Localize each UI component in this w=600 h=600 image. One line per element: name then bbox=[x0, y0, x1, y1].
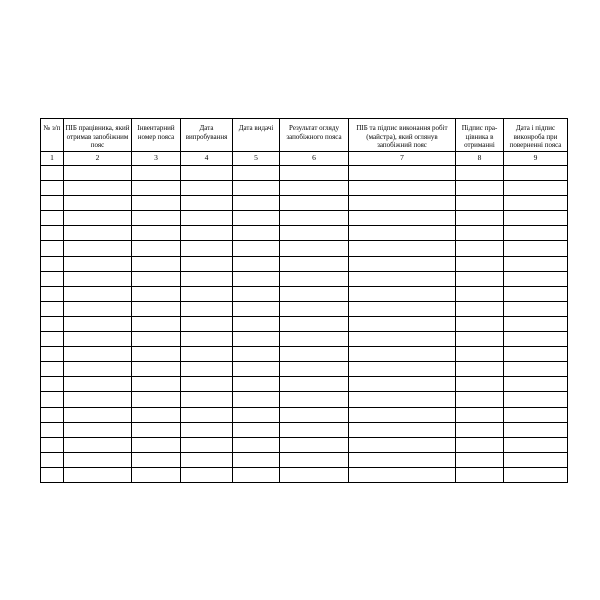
table-cell bbox=[456, 166, 504, 181]
table-cell bbox=[233, 377, 280, 392]
table-row bbox=[41, 271, 568, 286]
table-row bbox=[41, 347, 568, 362]
table-cell bbox=[280, 316, 349, 331]
table-cell bbox=[181, 377, 233, 392]
table-cell bbox=[181, 286, 233, 301]
table-cell bbox=[349, 196, 456, 211]
table-cell bbox=[280, 181, 349, 196]
table-cell bbox=[64, 362, 132, 377]
table-cell bbox=[456, 467, 504, 482]
table-cell bbox=[41, 226, 64, 241]
table-cell bbox=[64, 437, 132, 452]
table-row bbox=[41, 256, 568, 271]
table-row bbox=[41, 392, 568, 407]
table-row bbox=[41, 181, 568, 196]
table-row bbox=[41, 332, 568, 347]
table-cell bbox=[64, 271, 132, 286]
column-number: 6 bbox=[280, 152, 349, 166]
table-cell bbox=[504, 301, 568, 316]
table-cell bbox=[64, 301, 132, 316]
table-cell bbox=[132, 407, 181, 422]
table-cell bbox=[41, 362, 64, 377]
table-cell bbox=[504, 256, 568, 271]
table-cell bbox=[349, 347, 456, 362]
table-cell bbox=[181, 271, 233, 286]
table-cell bbox=[41, 301, 64, 316]
table-cell bbox=[280, 241, 349, 256]
table-cell bbox=[349, 392, 456, 407]
table-row bbox=[41, 437, 568, 452]
table-cell bbox=[181, 467, 233, 482]
table-cell bbox=[233, 271, 280, 286]
table-cell bbox=[64, 467, 132, 482]
column-number-row bbox=[41, 152, 568, 166]
table-cell bbox=[280, 211, 349, 226]
table-cell bbox=[181, 407, 233, 422]
table-cell bbox=[504, 452, 568, 467]
column-number: 2 bbox=[64, 152, 132, 166]
table-cell bbox=[132, 286, 181, 301]
table-cell bbox=[504, 377, 568, 392]
table-cell bbox=[280, 362, 349, 377]
table-cell bbox=[41, 271, 64, 286]
table-cell bbox=[504, 271, 568, 286]
table-cell bbox=[64, 422, 132, 437]
table-cell bbox=[504, 347, 568, 362]
table-cell bbox=[504, 467, 568, 482]
table-cell bbox=[233, 362, 280, 377]
table-cell bbox=[233, 196, 280, 211]
table-cell bbox=[41, 316, 64, 331]
table-row bbox=[41, 316, 568, 331]
table-cell bbox=[349, 377, 456, 392]
table-cell bbox=[456, 332, 504, 347]
table-cell bbox=[233, 332, 280, 347]
table-cell bbox=[132, 316, 181, 331]
table-cell bbox=[41, 422, 64, 437]
table-cell bbox=[456, 347, 504, 362]
table-cell bbox=[64, 211, 132, 226]
table-row bbox=[41, 166, 568, 181]
table-cell bbox=[64, 452, 132, 467]
table-cell bbox=[349, 332, 456, 347]
column-header: ПІБ та підпис виконання робіт (майстра), який оглянув запобіжний пояс bbox=[349, 119, 456, 152]
table-cell bbox=[132, 241, 181, 256]
table-cell bbox=[280, 422, 349, 437]
table-cell bbox=[64, 347, 132, 362]
table-cell bbox=[41, 467, 64, 482]
table-cell bbox=[181, 332, 233, 347]
table-cell bbox=[280, 467, 349, 482]
table-cell bbox=[349, 241, 456, 256]
table-cell bbox=[181, 211, 233, 226]
table-cell bbox=[64, 332, 132, 347]
table-cell bbox=[349, 256, 456, 271]
table-cell bbox=[132, 467, 181, 482]
column-header: Інвентарний номер пояса bbox=[132, 119, 181, 152]
table-cell bbox=[456, 181, 504, 196]
table-cell bbox=[64, 241, 132, 256]
table-cell bbox=[456, 196, 504, 211]
table-row bbox=[41, 452, 568, 467]
table-cell bbox=[456, 452, 504, 467]
table-cell bbox=[181, 362, 233, 377]
table-cell bbox=[64, 256, 132, 271]
table-cell bbox=[456, 241, 504, 256]
table-cell bbox=[233, 316, 280, 331]
table-cell bbox=[233, 392, 280, 407]
table-cell bbox=[132, 392, 181, 407]
table-row bbox=[41, 241, 568, 256]
table-cell bbox=[456, 422, 504, 437]
table-cell bbox=[64, 316, 132, 331]
table-cell bbox=[280, 226, 349, 241]
table-cell bbox=[456, 407, 504, 422]
table-cell bbox=[41, 211, 64, 226]
table-cell bbox=[41, 241, 64, 256]
table-row bbox=[41, 286, 568, 301]
table-cell bbox=[280, 271, 349, 286]
table-cell bbox=[456, 437, 504, 452]
table-cell bbox=[504, 362, 568, 377]
table-cell bbox=[504, 316, 568, 331]
table-cell bbox=[181, 226, 233, 241]
column-header: Дата і підпис виконроба при поверненні пояса bbox=[504, 119, 568, 152]
table-cell bbox=[456, 286, 504, 301]
column-number: 5 bbox=[233, 152, 280, 166]
table-cell bbox=[233, 166, 280, 181]
table-cell bbox=[349, 181, 456, 196]
column-number: 9 bbox=[504, 152, 568, 166]
column-number: 7 bbox=[349, 152, 456, 166]
table-cell bbox=[280, 392, 349, 407]
table-cell bbox=[64, 392, 132, 407]
table-body bbox=[41, 152, 568, 483]
table-cell bbox=[41, 347, 64, 362]
table-cell bbox=[181, 316, 233, 331]
table-cell bbox=[233, 226, 280, 241]
table-cell bbox=[233, 301, 280, 316]
table-cell bbox=[233, 467, 280, 482]
table-cell bbox=[132, 256, 181, 271]
table-cell bbox=[41, 196, 64, 211]
table-cell bbox=[41, 181, 64, 196]
table-row bbox=[41, 196, 568, 211]
table-cell bbox=[64, 377, 132, 392]
column-number: 1 bbox=[41, 152, 64, 166]
table-cell bbox=[349, 467, 456, 482]
table-cell bbox=[181, 256, 233, 271]
table-cell bbox=[181, 392, 233, 407]
table-cell bbox=[504, 241, 568, 256]
table-cell bbox=[280, 377, 349, 392]
table-cell bbox=[280, 452, 349, 467]
table-cell bbox=[504, 437, 568, 452]
table-row bbox=[41, 407, 568, 422]
table-cell bbox=[181, 301, 233, 316]
table-cell bbox=[456, 256, 504, 271]
table-cell bbox=[349, 286, 456, 301]
column-number: 4 bbox=[181, 152, 233, 166]
table-cell bbox=[233, 286, 280, 301]
table-cell bbox=[349, 437, 456, 452]
table-cell bbox=[64, 181, 132, 196]
column-header: Дата видачі bbox=[233, 119, 280, 152]
table-cell bbox=[233, 211, 280, 226]
table-row bbox=[41, 211, 568, 226]
table-cell bbox=[280, 256, 349, 271]
table-cell bbox=[132, 226, 181, 241]
table-cell bbox=[132, 362, 181, 377]
table-cell bbox=[132, 301, 181, 316]
column-header: ПІБ працівника, який отримав запобіжним пояс bbox=[64, 119, 132, 152]
table-cell bbox=[349, 226, 456, 241]
table-row bbox=[41, 467, 568, 482]
table-cell bbox=[349, 362, 456, 377]
column-header: Дата випробування bbox=[181, 119, 233, 152]
table-cell bbox=[41, 166, 64, 181]
table-cell bbox=[349, 166, 456, 181]
table-cell bbox=[181, 452, 233, 467]
table-cell bbox=[233, 422, 280, 437]
table-cell bbox=[349, 271, 456, 286]
table-cell bbox=[64, 286, 132, 301]
table-cell bbox=[349, 316, 456, 331]
table-cell bbox=[504, 181, 568, 196]
table-cell bbox=[233, 256, 280, 271]
table-cell bbox=[233, 452, 280, 467]
table-cell bbox=[41, 437, 64, 452]
table-cell bbox=[41, 256, 64, 271]
table-cell bbox=[456, 226, 504, 241]
table-row bbox=[41, 377, 568, 392]
table-cell bbox=[504, 332, 568, 347]
table-cell bbox=[132, 422, 181, 437]
table-cell bbox=[349, 422, 456, 437]
table-cell bbox=[132, 332, 181, 347]
table-cell bbox=[41, 392, 64, 407]
table-row bbox=[41, 362, 568, 377]
table-cell bbox=[280, 196, 349, 211]
table-cell bbox=[504, 211, 568, 226]
table-cell bbox=[181, 347, 233, 362]
table-cell bbox=[233, 407, 280, 422]
table-cell bbox=[456, 301, 504, 316]
table-cell bbox=[41, 332, 64, 347]
table-cell bbox=[132, 196, 181, 211]
table-cell bbox=[504, 166, 568, 181]
table-cell bbox=[132, 452, 181, 467]
table-cell bbox=[132, 437, 181, 452]
table-cell bbox=[280, 407, 349, 422]
table-cell bbox=[64, 407, 132, 422]
table-cell bbox=[132, 181, 181, 196]
table-cell bbox=[349, 301, 456, 316]
table-cell bbox=[349, 211, 456, 226]
table-cell bbox=[280, 332, 349, 347]
table-cell bbox=[280, 347, 349, 362]
column-header: № з/п bbox=[41, 119, 64, 152]
table-cell bbox=[181, 196, 233, 211]
table-cell bbox=[132, 347, 181, 362]
table-cell bbox=[233, 347, 280, 362]
column-number: 3 bbox=[132, 152, 181, 166]
table-cell bbox=[280, 166, 349, 181]
table-cell bbox=[181, 437, 233, 452]
table-cell bbox=[233, 181, 280, 196]
table-row bbox=[41, 301, 568, 316]
table-cell bbox=[504, 226, 568, 241]
table-cell bbox=[64, 226, 132, 241]
table-cell bbox=[456, 392, 504, 407]
table-cell bbox=[504, 407, 568, 422]
table-cell bbox=[280, 286, 349, 301]
table-row bbox=[41, 226, 568, 241]
table-cell bbox=[41, 286, 64, 301]
table-cell bbox=[132, 166, 181, 181]
table-cell bbox=[456, 362, 504, 377]
column-number: 8 bbox=[456, 152, 504, 166]
table-cell bbox=[181, 422, 233, 437]
column-header: Підпис пра-цівника в отриманні bbox=[456, 119, 504, 152]
table-cell bbox=[132, 271, 181, 286]
table-cell bbox=[280, 437, 349, 452]
table-cell bbox=[41, 452, 64, 467]
column-header: Результат огляду запобіжного пояса bbox=[280, 119, 349, 152]
table-cell bbox=[280, 301, 349, 316]
table-row bbox=[41, 422, 568, 437]
table-cell bbox=[504, 196, 568, 211]
table-cell bbox=[233, 241, 280, 256]
table-cell bbox=[504, 286, 568, 301]
table-cell bbox=[181, 241, 233, 256]
header-row bbox=[41, 119, 568, 152]
table-cell bbox=[233, 437, 280, 452]
table-cell bbox=[41, 407, 64, 422]
table-cell bbox=[456, 377, 504, 392]
table-cell bbox=[456, 211, 504, 226]
table-cell bbox=[349, 452, 456, 467]
table-cell bbox=[456, 271, 504, 286]
belt-issue-log-table bbox=[40, 118, 568, 483]
table-cell bbox=[132, 211, 181, 226]
table-cell bbox=[64, 196, 132, 211]
table-cell bbox=[64, 166, 132, 181]
table-cell bbox=[504, 422, 568, 437]
table-cell bbox=[349, 407, 456, 422]
table-cell bbox=[41, 377, 64, 392]
table-cell bbox=[181, 166, 233, 181]
table-cell bbox=[456, 316, 504, 331]
table-cell bbox=[504, 392, 568, 407]
table-cell bbox=[181, 181, 233, 196]
table-cell bbox=[132, 377, 181, 392]
